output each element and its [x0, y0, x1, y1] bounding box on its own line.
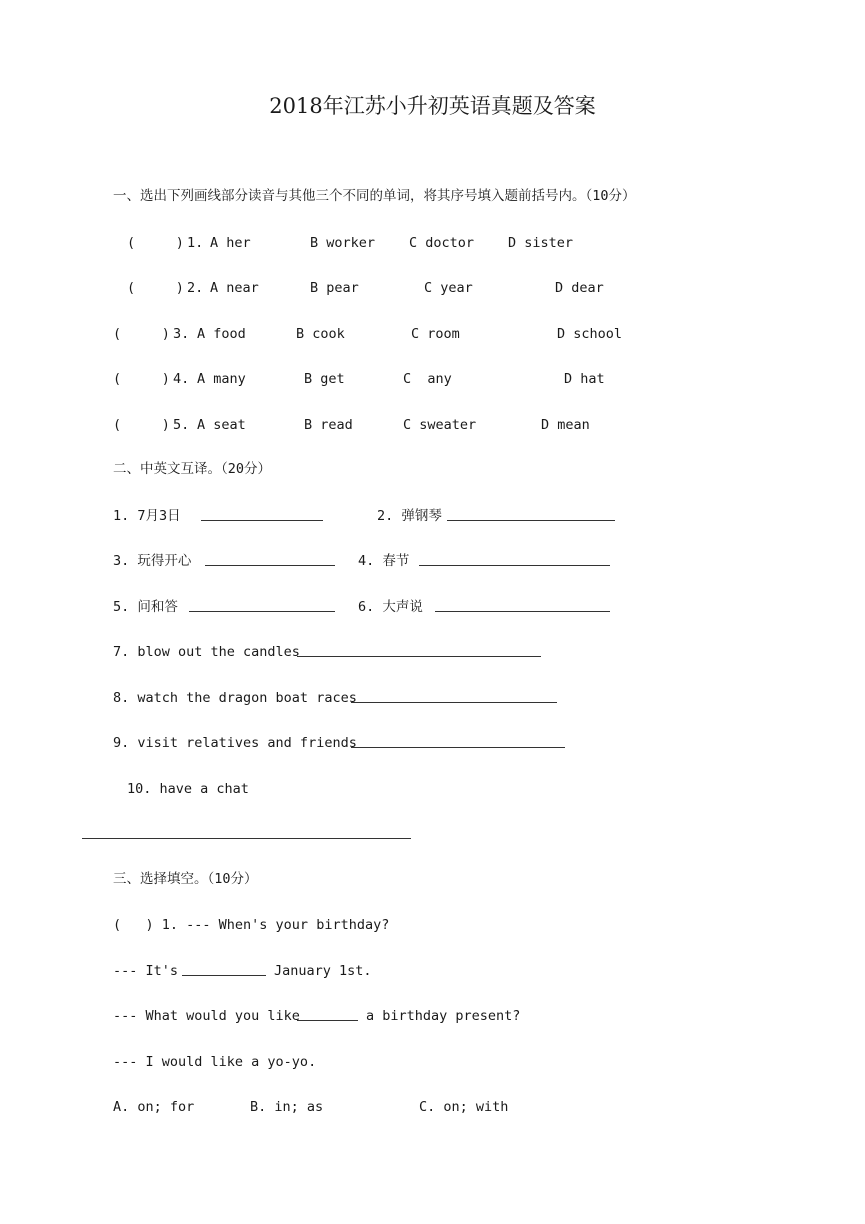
answer-blank-5[interactable] [189, 611, 335, 612]
choice-b: B. in; as [250, 1099, 324, 1115]
dialogue-line-2-post: a birthday present? [366, 1008, 521, 1024]
section-1-heading: 一、选出下列画线部分读音与其他三个不同的单词，将其序号填入题前括号内。（10分） [113, 188, 636, 204]
answer-bracket[interactable]: ( ) [127, 280, 184, 296]
translation-item-5: 5. 问和答 [113, 599, 178, 615]
mc-question-1: ( ) 1. --- When's your birthday? [113, 917, 390, 933]
option-d: D dear [555, 280, 604, 296]
option-b: B pear [310, 280, 359, 296]
dialogue-line-2-pre: --- What would you like [113, 1008, 300, 1024]
answer-blank-10[interactable] [82, 838, 411, 839]
page-title: 2018年江苏小升初英语真题及答案 [269, 94, 596, 118]
option-a: A near [210, 280, 259, 296]
question-number: 5. [173, 417, 190, 433]
option-a: A seat [197, 417, 246, 433]
question-number: 3. [173, 326, 190, 342]
option-c: C sweater [403, 417, 477, 433]
section-2-heading: 二、中英文互译。（20分） [113, 461, 272, 477]
answer-bracket[interactable]: ( ) [113, 371, 170, 387]
option-b: B read [304, 417, 353, 433]
option-d: D mean [541, 417, 590, 433]
answer-blank-3[interactable] [205, 565, 335, 566]
option-d: D sister [508, 235, 574, 251]
answer-blank-1[interactable] [201, 520, 323, 521]
fill-blank-2[interactable] [297, 1020, 358, 1021]
option-b: B get [304, 371, 345, 387]
translation-item-9: 9. visit relatives and friends [113, 735, 357, 751]
answer-blank-6[interactable] [435, 611, 610, 612]
option-b: B worker [310, 235, 376, 251]
answer-bracket[interactable]: ( ) [113, 326, 170, 342]
dialogue-line-1-pre: --- It's [113, 963, 179, 979]
translation-item-10: 10. have a chat [127, 781, 249, 797]
choice-a: A. on; for [113, 1099, 195, 1115]
answer-blank-4[interactable] [419, 565, 610, 566]
answer-bracket[interactable]: ( ) [113, 417, 170, 433]
answer-blank-9[interactable] [351, 747, 565, 748]
answer-blank-7[interactable] [297, 656, 541, 657]
fill-blank-1[interactable] [182, 975, 266, 976]
translation-item-6: 6. 大声说 [358, 599, 423, 615]
option-a: A her [210, 235, 251, 251]
option-b: B cook [296, 326, 345, 342]
translation-item-7: 7. blow out the candles [113, 644, 300, 660]
option-c: C year [424, 280, 473, 296]
answer-bracket[interactable]: ( ) [127, 235, 184, 251]
option-a: A many [197, 371, 246, 387]
question-number: 2. [187, 280, 204, 296]
option-c: C doctor [409, 235, 475, 251]
option-d: D hat [564, 371, 605, 387]
translation-item-2: 2. 弹钢琴 [377, 508, 442, 524]
option-c: C room [411, 326, 460, 342]
answer-blank-8[interactable] [351, 702, 557, 703]
choice-c: C. on; with [419, 1099, 509, 1115]
question-number: 4. [173, 371, 190, 387]
dialogue-line-1-post: January 1st. [274, 963, 372, 979]
answer-blank-2[interactable] [447, 520, 615, 521]
dialogue-line-3: --- I would like a yo-yo. [113, 1054, 317, 1070]
option-a: A food [197, 326, 246, 342]
translation-item-4: 4. 春节 [358, 553, 410, 569]
option-c: C any [403, 371, 452, 387]
section-3-heading: 三、选择填空。（10分） [113, 871, 258, 887]
question-number: 1. [187, 235, 204, 251]
translation-item-8: 8. watch the dragon boat races [113, 690, 357, 706]
option-d: D school [557, 326, 623, 342]
translation-item-3: 3. 玩得开心 [113, 553, 192, 569]
translation-item-1: 1. 7月3日 [113, 508, 181, 524]
